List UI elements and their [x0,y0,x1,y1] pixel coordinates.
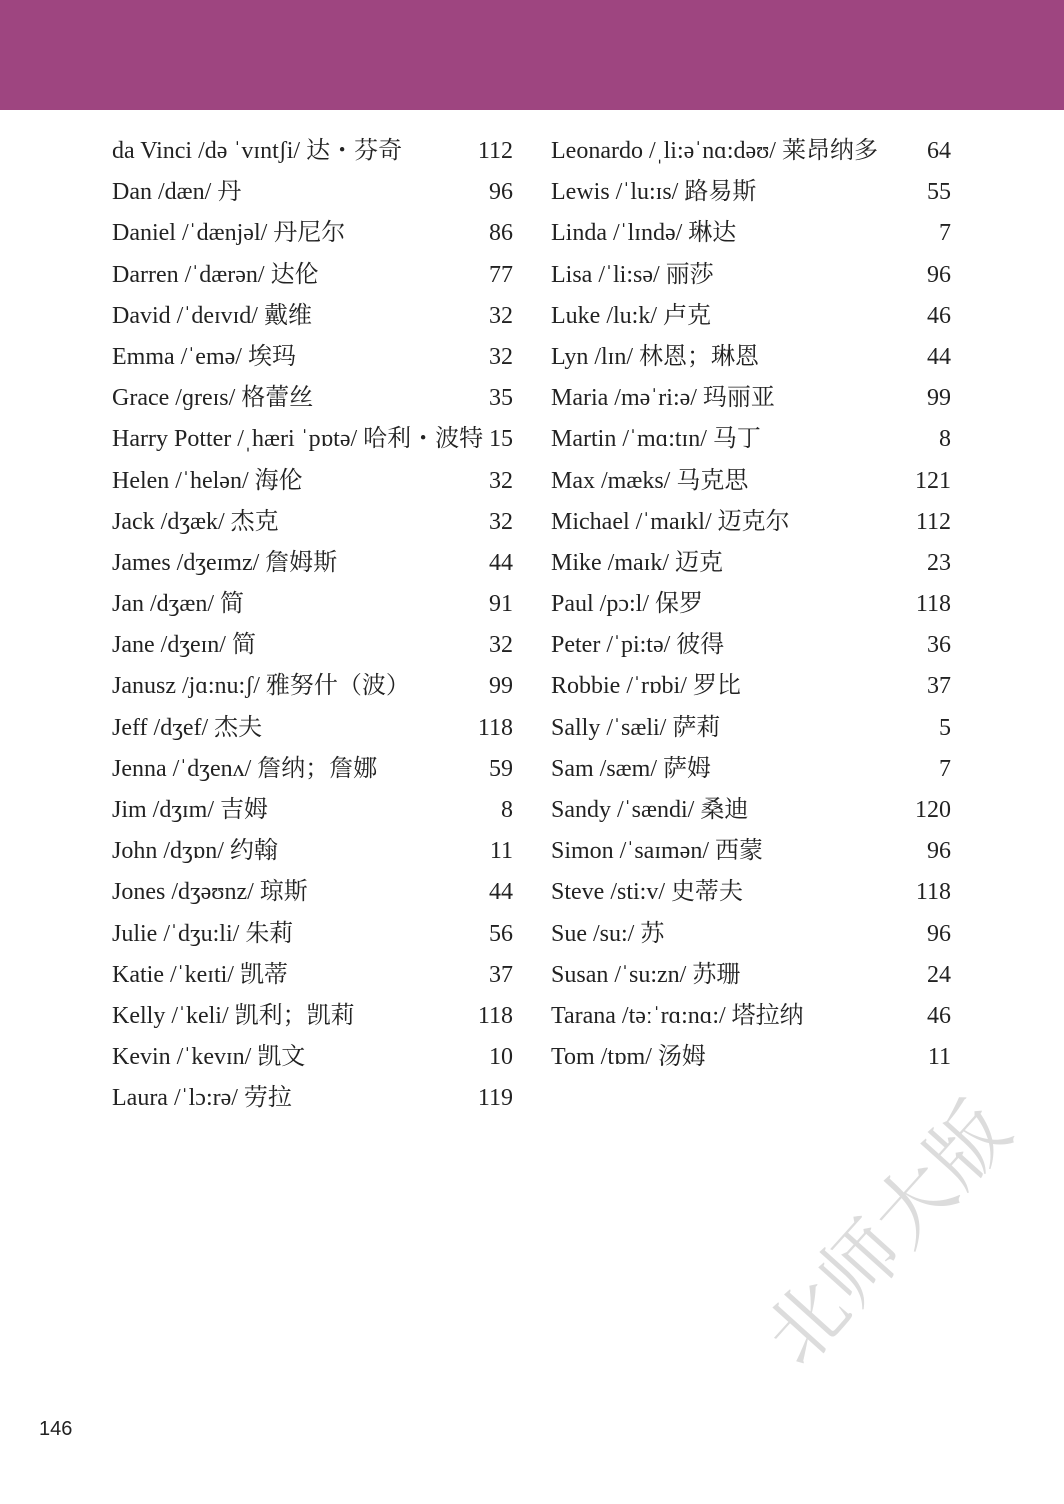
entry-page-number: 99 [489,673,513,700]
index-entry [112,296,513,337]
index-column-left [112,131,513,1120]
entry-name: Tom /tɒm/ 汤姆 [551,1044,706,1071]
entry-page-number: 118 [915,591,951,618]
entry-page-number: 96 [927,838,951,865]
entry-name: Kevin /ˈkevɪn/ 凯文 [112,1044,306,1071]
entry-page-number: 121 [915,467,951,494]
entry-page-number: 11 [927,1044,951,1071]
index-entry [112,172,513,213]
entry-page-number: 118 [915,879,951,906]
entry-name: James /dʒeɪmz/ 詹姆斯 [112,549,338,576]
index-entry [551,461,951,502]
index-entry [112,337,513,378]
index-entry [112,708,513,749]
index-entry [112,378,513,419]
entry-page-number: 10 [489,1044,513,1071]
entry-name: Linda /ˈlɪndə/ 琳达 [551,220,737,247]
index-entry [551,172,951,213]
index-entry [112,666,513,707]
index-entry [551,749,951,790]
entry-name: David /ˈdeɪvɪd/ 戴维 [112,302,312,329]
entry-name: Sally /ˈsæli/ 萨莉 [551,714,721,741]
entry-name: Jenna /ˈdʒenʌ/ 詹纳；詹娜 [112,755,378,782]
index-entry [112,213,513,254]
index-entry [112,625,513,666]
entry-name: Janusz /jɑ:nu:ʃ/ 雅努什（波） [112,673,410,700]
index-entry [551,543,951,584]
entry-name: Lyn /lɪn/ 林恩；琳恩 [551,343,760,370]
entry-name: Peter /ˈpi:tə/ 彼得 [551,632,725,659]
entry-name: Paul /pɔ:l/ 保罗 [551,591,703,618]
entry-page-number: 15 [489,426,513,453]
entry-name: Lewis /ˈlu:ɪs/ 路易斯 [551,179,757,206]
entry-page-number: 96 [489,179,513,206]
entry-name: Martin /ˈmɑ:tɪn/ 马丁 [551,426,761,453]
entry-page-number: 99 [927,385,951,412]
entry-name: Michael /ˈmaɪkl/ 迈克尔 [551,508,790,535]
page-number: 146 [39,1418,73,1440]
entry-name: Kelly /ˈkeli/ 凯利；凯莉 [112,1002,355,1029]
entry-name: Simon /ˈsaɪmən/ 西蒙 [551,838,763,865]
entry-name: John /dʒɒn/ 约翰 [112,838,278,865]
index-entry [551,255,951,296]
entry-name: Helen /ˈhelən/ 海伦 [112,467,303,494]
entry-page-number: 44 [927,343,951,370]
entry-page-number: 46 [927,1002,951,1029]
entry-page-number: 32 [489,508,513,535]
entry-name: Grace /ɡreɪs/ 格蕾丝 [112,385,314,412]
entry-page-number: 44 [489,879,513,906]
entry-page-number: 56 [489,920,513,947]
entry-name: Jeff /dʒef/ 杰夫 [112,714,263,741]
entry-page-number: 35 [489,385,513,412]
entry-page-number: 59 [489,755,513,782]
entry-page-number: 32 [489,302,513,329]
index-entry [112,914,513,955]
index-entry [551,872,951,913]
entry-page-number: 8 [501,797,513,823]
index-entry [112,131,513,172]
entry-page-number: 24 [927,961,951,988]
index-entry [112,461,513,502]
index-entry [112,996,513,1037]
entry-page-number: 55 [927,179,951,206]
watermark-text: 北师大版 [748,1084,1030,1383]
index-entry [112,831,513,872]
entry-page-number: 77 [489,261,513,288]
index-entry [551,790,951,831]
entry-page-number: 86 [489,220,513,247]
index-entry [112,749,513,790]
entry-page-number: 5 [939,714,951,741]
index-entry [112,419,513,460]
index-entry [551,666,951,707]
entry-page-number: 118 [477,714,513,741]
index-entry [551,131,951,172]
entry-name: Max /mæks/ 马克思 [551,467,749,494]
entry-page-number: 7 [939,755,951,782]
index-entry [551,296,951,337]
entry-page-number: 32 [489,632,513,659]
entry-name: Susan /ˈsu:zn/ 苏珊 [551,961,741,988]
entry-page-number: 37 [489,961,513,988]
entry-name: Dan /dæn/ 丹 [112,179,242,206]
index-entry [551,708,951,749]
entry-page-number: 118 [477,1002,513,1029]
entry-name: Tarana /təːˈrɑ:nɑ:/ 塔拉纳 [551,1002,804,1029]
entry-name: Jones /dʒəʊnz/ 琼斯 [112,879,308,906]
index-column-right [551,131,951,1078]
entry-name: Sam /sæm/ 萨姆 [551,755,712,782]
entry-name: Jack /dʒæk/ 杰克 [112,508,279,535]
index-entry [112,543,513,584]
entry-name: Darren /ˈdærən/ 达伦 [112,261,319,288]
index-entry [551,831,951,872]
entry-name: Katie /ˈkeɪti/ 凯蒂 [112,961,288,988]
index-entry [112,584,513,625]
index-entry [551,914,951,955]
index-entry [112,255,513,296]
entry-name: Julie /ˈdʒu:li/ 朱莉 [112,920,294,947]
entry-name: Mike /maɪk/ 迈克 [551,549,723,576]
entry-page-number: 36 [927,632,951,659]
entry-name: Leonardo /ˌli:əˈnɑ:dəʊ/ 莱昂纳多 [551,138,878,164]
entry-page-number: 96 [927,261,951,288]
entry-page-number: 91 [489,591,513,618]
entry-name: Laura /ˈlɔ:rə/ 劳拉 [112,1085,292,1112]
entry-page-number: 96 [927,920,951,947]
index-entry [551,502,951,543]
index-entry [551,996,951,1037]
entry-name: Robbie /ˈrɒbi/ 罗比 [551,673,741,700]
entry-name: Jim /dʒɪm/ 吉姆 [112,797,268,823]
entry-name: Daniel /ˈdænjəl/ 丹尼尔 [112,220,346,247]
entry-name: Maria /məˈri:ə/ 玛丽亚 [551,385,775,412]
entry-page-number: 46 [927,302,951,329]
entry-page-number: 32 [489,467,513,494]
entry-page-number: 120 [915,797,951,823]
entry-name: Jan /dʒæn/ 简 [112,591,244,618]
index-entry [551,337,951,378]
entry-page-number: 11 [489,838,513,865]
entry-page-number: 32 [489,343,513,370]
index-entry [551,419,951,460]
entry-name: Jane /dʒeɪn/ 简 [112,632,256,659]
entry-page-number: 112 [915,508,951,535]
index-entry [112,1078,513,1119]
entry-name: Steve /sti:v/ 史蒂夫 [551,879,743,906]
entry-name: da Vinci /də ˈvɪntʃi/ 达・芬奇 [112,138,403,164]
entry-name: Sue /su:/ 苏 [551,920,665,947]
entry-page-number: 7 [939,220,951,247]
entry-page-number: 112 [477,138,513,164]
entry-page-number: 23 [927,549,951,576]
header-banner [0,0,1064,110]
entry-name: Emma /ˈemə/ 埃玛 [112,343,296,370]
index-entry [112,1037,513,1078]
index-entry [112,790,513,831]
index-entry [551,213,951,254]
entry-name: Sandy /ˈsændi/ 桑迪 [551,797,749,823]
index-entry [112,502,513,543]
index-entry [551,584,951,625]
entry-page-number: 119 [477,1085,513,1112]
index-entry [551,955,951,996]
index-entry [112,955,513,996]
index-entry [112,872,513,913]
entry-name: Harry Potter /ˌhæri ˈpɒtə/ 哈利・波特 [112,426,484,453]
index-entry [551,625,951,666]
entry-name: Luke /lu:k/ 卢克 [551,302,711,329]
entry-page-number: 8 [939,426,951,453]
entry-page-number: 37 [927,673,951,700]
index-entry [551,378,951,419]
entry-page-number: 44 [489,549,513,576]
entry-page-number: 64 [927,138,951,164]
index-entry [551,1037,951,1078]
entry-name: Lisa /ˈli:sə/ 丽莎 [551,261,714,288]
